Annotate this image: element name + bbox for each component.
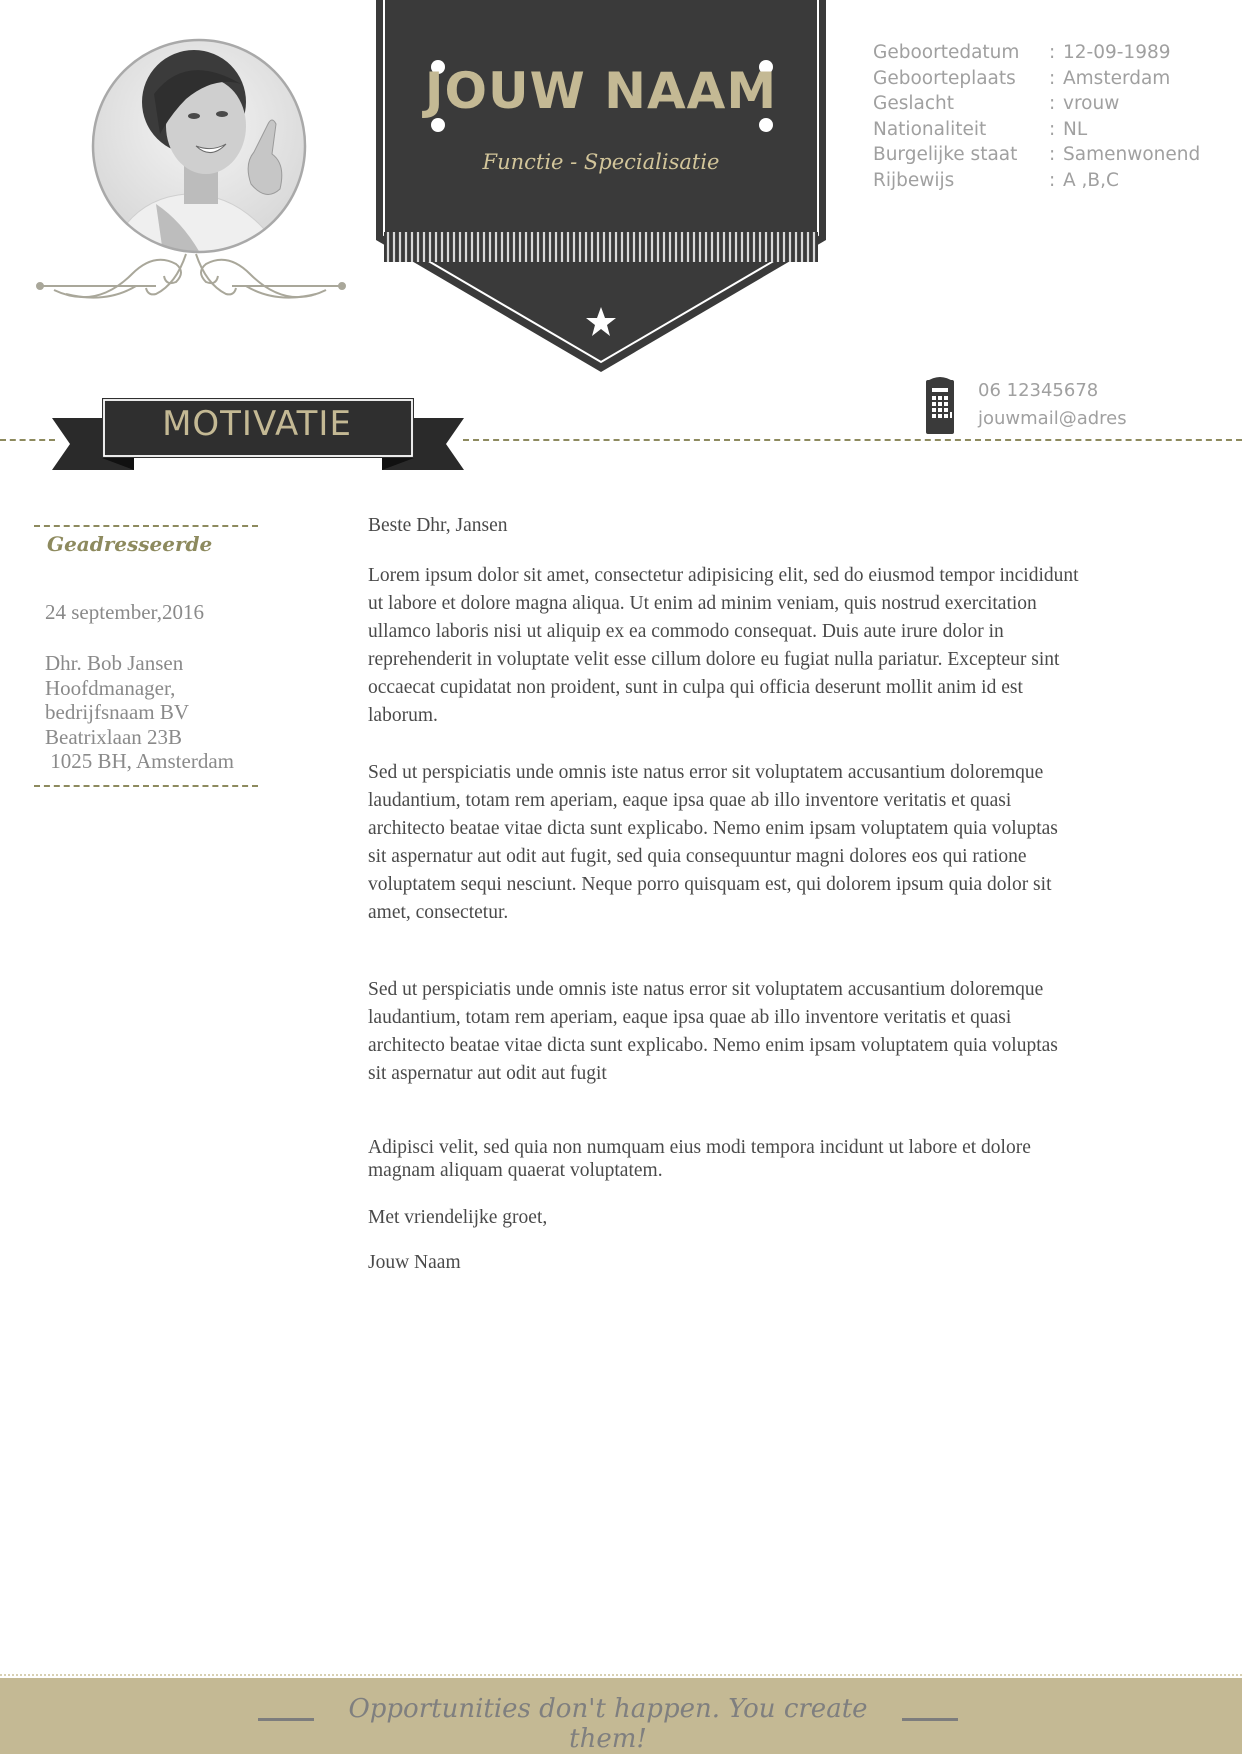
letter-date: 24 september,2016 — [45, 600, 204, 624]
personal-info-list — [873, 40, 1200, 193]
address-line: Hoofdmanager, — [45, 675, 176, 700]
letter-salutation: Beste Dhr, Jansen — [368, 515, 508, 536]
info-row-nationality — [873, 117, 1200, 143]
info-label: Rijbewijs — [873, 169, 955, 191]
paragraph-line: Adipisci velit, sed quia non numquam eius modi tempora incidunt ut labore et dolore — [368, 1137, 1031, 1158]
info-label: Burgelijke staat — [873, 144, 1018, 165]
addressee-heading: Geadresseerde — [47, 532, 213, 556]
profile-photo-frame — [36, 24, 356, 314]
paragraph-line: architecto beatae vitae dicta sunt explicabo. Nemo enim ipsam voluptatem quia voluptas — [368, 1035, 1058, 1056]
dashed-divider — [0, 439, 55, 441]
info-separator: : — [1049, 118, 1056, 140]
name-banner — [376, 0, 826, 375]
info-separator: : — [1049, 67, 1056, 89]
dashed-divider — [463, 439, 1242, 441]
paragraph-line: Lorem ipsum dolor sit amet, consectetur adipisicing elit, sed do eiusmod tempor incididunt — [368, 565, 1079, 586]
address-line: Dhr. Bob Jansen — [45, 651, 184, 675]
name-title: JOUW NAAM — [424, 62, 778, 120]
info-row-gender — [873, 91, 1200, 117]
info-row-birthplace — [873, 66, 1200, 92]
info-label: Nationaliteit — [873, 118, 987, 140]
info-row-marital-status — [873, 142, 1200, 168]
email-address: jouwmail@adres — [978, 408, 1127, 429]
info-value: vrouw — [1063, 93, 1120, 114]
info-separator: : — [1049, 42, 1056, 63]
info-separator: : — [1049, 169, 1056, 191]
info-separator: : — [1049, 93, 1056, 114]
footer-rule — [258, 1718, 314, 1721]
phone-booth-icon — [924, 374, 956, 436]
info-value: Samenwonend — [1063, 144, 1201, 165]
info-row-license — [873, 168, 1200, 194]
paragraph-line: laudantium, totam rem aperiam, eaque ipsa quae ab illo inventore veritatis et quasi — [368, 1007, 1012, 1028]
paragraph-line: sit aspernatur aut odit aut fugit, sed quia consequuntur magni dolores eos qui ratione — [368, 846, 1027, 867]
letter-closing: Met vriendelijke groet, — [368, 1207, 548, 1228]
section-title: MOTIVATIE — [162, 404, 352, 444]
info-separator: : — [1049, 144, 1056, 165]
info-value: Amsterdam — [1063, 67, 1171, 89]
phone-number: 06 12345678 — [978, 380, 1099, 401]
paragraph-line: voluptatem sequi nesciunt. Neque porro quisquam est, qui dolorem ipsum quia dolor sit — [368, 874, 1052, 895]
ornament-flourish — [37, 254, 345, 298]
info-label: Geboortedatum — [873, 42, 1020, 63]
rivet-dot — [759, 118, 773, 132]
info-value: A ,B,C — [1063, 169, 1119, 191]
footer-rule — [902, 1718, 958, 1721]
letter-paragraph-3 — [368, 976, 1188, 1088]
letter-paragraph-1 — [368, 562, 1188, 730]
paragraph-line: ullamco laboris nisi ut aliquip ex ea commodo consequat. Duis aute irure dolor in — [368, 621, 1004, 642]
info-label: Geboorteplaats — [873, 67, 1016, 89]
paragraph-line: laudantium, totam rem aperiam, eaque ipsa quae ab illo inventore veritatis et quasi — [368, 790, 1012, 811]
paragraph-line: sit aspernatur aut odit aut fugit — [368, 1063, 607, 1084]
paragraph-line: Sed ut perspiciatis unde omnis iste natus error sit voluptatem accusantium doloremque — [368, 979, 1044, 1000]
paragraph-line: magnam aliquam quaerat voluptatem. — [368, 1160, 663, 1181]
info-label: Geslacht — [873, 93, 954, 114]
footer-quote: Opportunities don't happen. You create them! — [348, 1694, 868, 1754]
letter-paragraph-4 — [368, 1136, 1188, 1182]
info-value: NL — [1063, 118, 1088, 140]
address-line: Beatrixlaan 23B — [45, 724, 183, 749]
job-subtitle: Functie - Specialisatie — [482, 150, 720, 174]
paragraph-line: amet, consectetur. — [368, 902, 509, 923]
letter-paragraph-2 — [368, 759, 1188, 927]
dashed-divider — [34, 785, 258, 787]
address-line: bedrijfsnaam BV — [45, 700, 190, 724]
footer-edge — [0, 1674, 1242, 1676]
paragraph-line: occaecat cupidatat non proident, sunt in culpa qui officia deserunt mollit anim id est — [368, 677, 1023, 698]
info-value: 12-09-1989 — [1063, 42, 1171, 63]
paragraph-line: architecto beatae vitae dicta sunt explicabo. Nemo enim ipsam voluptatem quia voluptas — [368, 818, 1058, 839]
info-row-birthdate — [873, 40, 1200, 66]
paragraph-line: laborum. — [368, 705, 438, 726]
contact-info — [978, 377, 1127, 433]
paragraph-line: Sed ut perspiciatis unde omnis iste natus error sit voluptatem accusantium doloremque — [368, 762, 1044, 783]
letter-signature: Jouw Naam — [368, 1252, 461, 1273]
paragraph-line: reprehenderit in voluptate velit esse cillum dolore eu fugiat nulla pariatur. Excepteur sint — [368, 649, 1060, 670]
banner-stripes — [384, 232, 818, 262]
address-line: 1025 BH, Amsterdam — [45, 749, 234, 773]
addressee-address — [45, 651, 234, 774]
dashed-divider — [34, 525, 258, 527]
rivet-dot — [431, 118, 445, 132]
paragraph-line: ut labore et dolore magna aliqua. Ut enim ad minim veniam, quis nostrud exercitation — [368, 593, 1037, 614]
profile-photo — [93, 40, 305, 274]
